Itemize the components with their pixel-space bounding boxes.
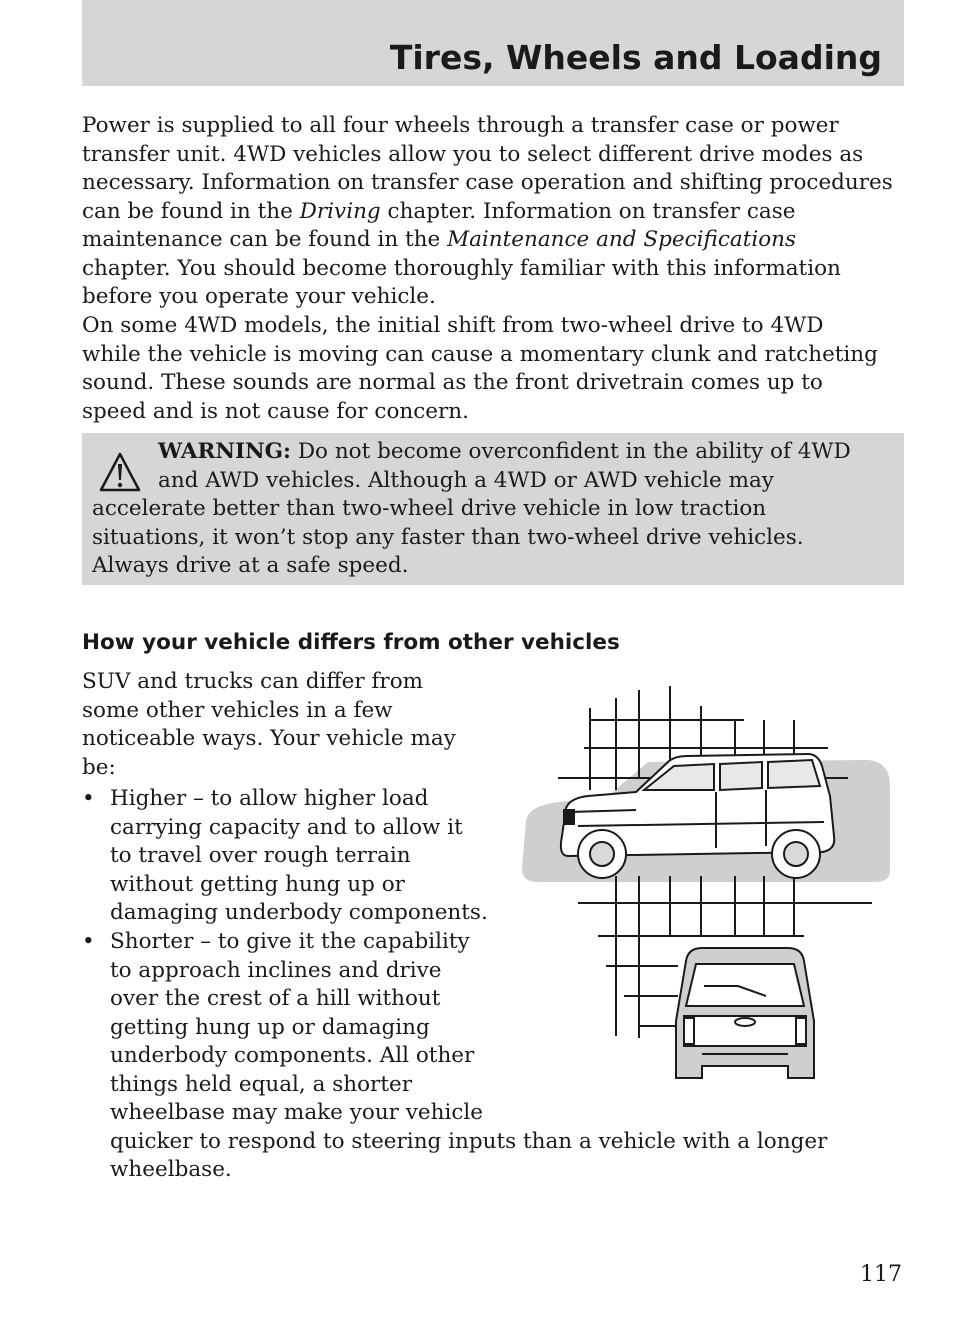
- text-line: be:: [82, 754, 116, 780]
- warning-line: and AWD vehicles. Although a 4WD or AWD vehicle may: [158, 467, 774, 493]
- warning-label: WARNING:: [158, 439, 291, 464]
- text-span: maintenance can be found in the: [82, 227, 448, 252]
- text-line: transfer unit. 4WD vehicles allow you to select different drive modes as: [82, 141, 864, 167]
- text-line: to travel over rough terrain: [110, 843, 411, 868]
- text-line: quicker to respond to steering inputs than a vehicle with a longer: [110, 1128, 828, 1154]
- warning-line: Always drive at a safe speed.: [92, 553, 409, 578]
- text-line: On some 4WD models, the initial shift from two-wheel drive to 4WD: [82, 313, 824, 338]
- section-heading: How your vehicle differs from other vehicles: [82, 630, 620, 655]
- bullet-text: [110, 785, 488, 928]
- text-line: while the vehicle is moving can cause a momentary clunk and ratcheting: [82, 341, 878, 367]
- text-line: Higher – to allow higher load: [110, 786, 429, 811]
- text-line: [82, 198, 912, 227]
- text-line: without getting hung up or: [110, 871, 405, 897]
- maintenance-chapter-ref: Maintenance and Specifications: [447, 227, 797, 252]
- section-intro: [82, 668, 482, 782]
- warning-text: [92, 438, 892, 581]
- text-line: noticeable ways. Your vehicle may: [82, 726, 456, 751]
- text-line: damaging underbody components.: [110, 900, 488, 925]
- text-line: necessary. Information on transfer case operation and shifting procedures: [82, 170, 893, 195]
- text-line: underbody components. All other: [110, 1043, 475, 1068]
- text-line: chapter. You should become thoroughly familiar with this information: [82, 255, 841, 281]
- text-line: before you operate your vehicle.: [82, 284, 436, 309]
- text-line: carrying capacity and to allow it: [110, 814, 463, 840]
- text-line: [82, 226, 912, 255]
- section-title: Tires, Wheels and Loading: [389, 38, 882, 77]
- bullet-marker: •: [82, 786, 95, 811]
- text-line: getting hung up or damaging: [110, 1014, 430, 1040]
- warning-box: [82, 433, 904, 585]
- text-line: speed and is not cause for concern.: [82, 398, 469, 424]
- text-line: some other vehicles in a few: [82, 697, 393, 723]
- text-line: wheelbase may make your vehicle: [110, 1100, 484, 1125]
- warning-line: situations, it won’t stop any faster than two-wheel drive vehicles.: [92, 524, 804, 550]
- warning-line: [92, 438, 892, 467]
- intro-paragraph-1: [82, 112, 912, 312]
- driving-chapter-ref: Driving: [299, 198, 381, 224]
- text-span: chapter. Information on transfer case: [380, 198, 796, 224]
- page-number: 117: [860, 1262, 902, 1287]
- text-line: Shorter – to give it the capability: [110, 929, 470, 954]
- text-span: Do not become overconfident in the ability of 4WD: [290, 439, 851, 464]
- bullet-marker: •: [82, 929, 95, 954]
- text-line: Power is supplied to all four wheels through a transfer case or power: [82, 113, 839, 138]
- text-line: to approach inclines and drive: [110, 957, 442, 983]
- text-line: sound. These sounds are normal as the front drivetrain comes up to: [82, 370, 823, 395]
- suv-rear-view: [676, 948, 814, 1078]
- text-line: SUV and trucks can differ from: [82, 669, 424, 694]
- text-line: wheelbase.: [110, 1157, 232, 1182]
- text-line: over the crest of a hill without: [110, 986, 441, 1011]
- suv-grid-illustration: [518, 686, 904, 1086]
- intro-paragraph-2: [82, 312, 912, 426]
- text-span: can be found in the: [82, 198, 300, 224]
- text-line: things held equal, a shorter: [110, 1071, 412, 1097]
- warning-line: accelerate better than two-wheel drive vehicle in low traction: [92, 496, 767, 521]
